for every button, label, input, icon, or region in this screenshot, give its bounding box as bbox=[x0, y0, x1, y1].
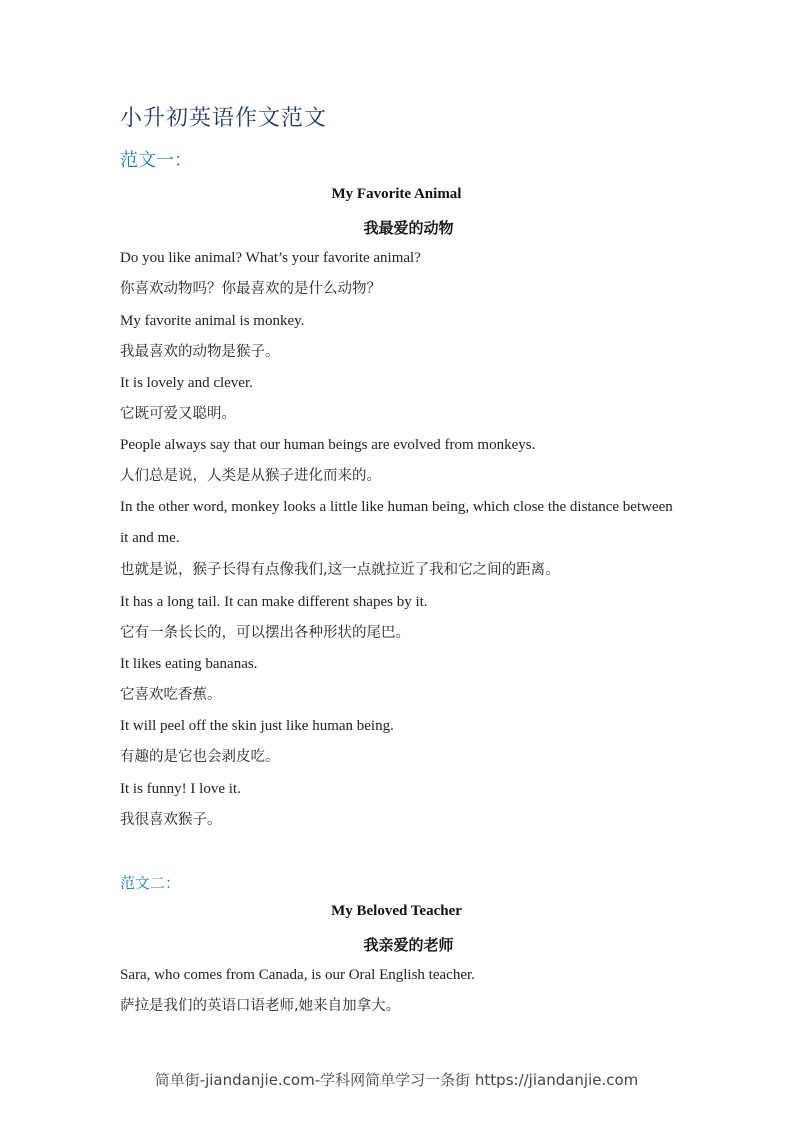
essay1-line-1: Do you like animal? What’s your favorite animal? bbox=[120, 250, 421, 266]
essay2-line-1: Sara, who comes from Canada, is our Oral English teacher. bbox=[120, 967, 475, 983]
essay1-line-17: It is funny! I love it. bbox=[120, 781, 241, 797]
essay2-line-2: 萨拉是我们的英语口语老师,她来自加拿大。 bbox=[120, 998, 401, 1014]
essay1-title-en: My Favorite Animal bbox=[331, 186, 462, 202]
essay1-line-16: 有趣的是它也会剥皮吃。 bbox=[120, 749, 280, 765]
essay1-line-5: It is lovely and clever. bbox=[120, 375, 253, 391]
essay1-line-14: 它喜欢吃香蕉。 bbox=[120, 687, 222, 703]
essay1-line-8: 人们总是说，人类是从猴子进化而来的。 bbox=[120, 468, 381, 484]
essay2-title-zh: 我亲爱的老师 bbox=[363, 936, 454, 954]
essay1-line-10: 也就是说，猴子长得有点像我们,这一点就拉近了我和它之间的距离。 bbox=[120, 562, 560, 578]
essay1-line-12: 它有一条长长的，可以摆出各种形状的尾巴。 bbox=[120, 625, 410, 641]
essay1-line-18: 我很喜欢猴子。 bbox=[120, 812, 222, 828]
essay1-line-2: 你喜欢动物吗？你最喜欢的是什么动物？ bbox=[120, 281, 381, 297]
essay1-line-6: 它既可爱又聪明。 bbox=[120, 406, 236, 422]
essay1-line-4: 我最喜欢的动物是猴子。 bbox=[120, 344, 280, 360]
document-title: 小升初英语作文范文 bbox=[120, 106, 328, 131]
essay1-line-13: It likes eating bananas. bbox=[120, 656, 258, 672]
essay1-line-7: People always say that our human beings are evolved from monkeys. bbox=[120, 437, 536, 453]
essay1-line-15: It will peel off the skin just like human being. bbox=[120, 718, 394, 734]
essay1-line-3: My favorite animal is monkey. bbox=[120, 313, 305, 329]
essay1-title-zh: 我最爱的动物 bbox=[363, 219, 454, 237]
page-footer-watermark: 简单街-jiandanjie.com-学科网简单学习一条街 https://jiandanjie.com bbox=[154, 1071, 639, 1089]
essay1-heading: 范文一： bbox=[120, 150, 192, 171]
essay2-heading: 范文二： bbox=[120, 874, 181, 892]
essay1-line-11: It has a long tail. It can make different shapes by it. bbox=[120, 594, 428, 610]
essay2-title-en: My Beloved Teacher bbox=[331, 903, 462, 919]
essay1-line-9: In the other word, monkey looks a little like human being, which close the distance between it and me. bbox=[120, 499, 673, 546]
